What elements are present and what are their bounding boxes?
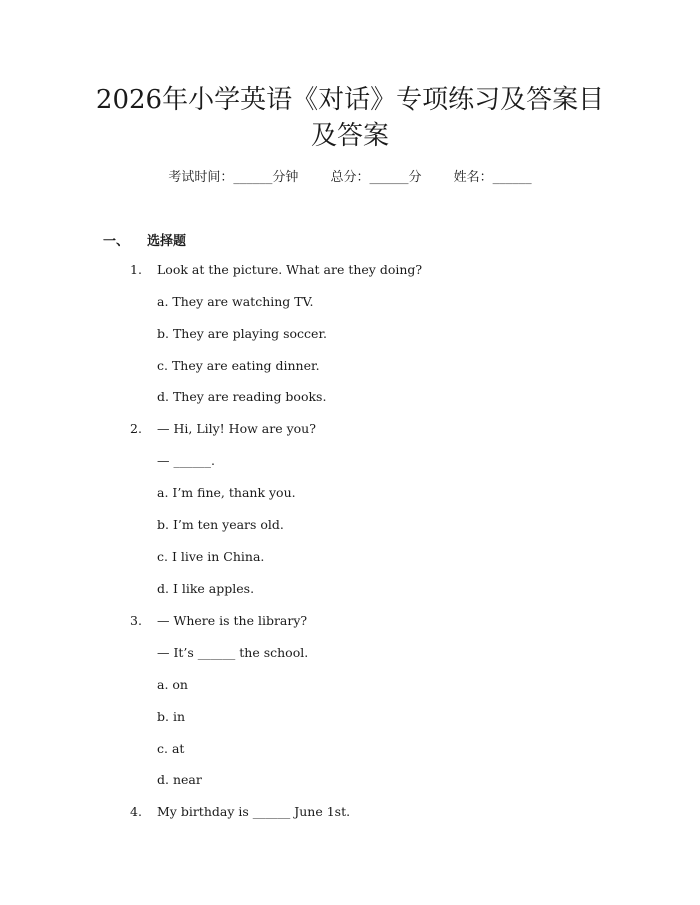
answer-option: b. I’m ten years old. <box>157 517 284 532</box>
answer-option: d. near <box>157 772 202 787</box>
student-name-label: 姓名：______ <box>453 170 532 185</box>
section-title: 选择题 <box>147 234 187 249</box>
question-number: 4. <box>130 804 142 819</box>
answer-option: c. I live in China. <box>157 549 265 564</box>
answer-option: c. They are eating dinner. <box>157 358 320 373</box>
answer-option: d. I like apples. <box>157 581 255 596</box>
question-number: 3. <box>130 613 142 628</box>
section-heading <box>103 230 186 249</box>
question-number: 2. <box>130 421 142 436</box>
answer-option: b. They are playing soccer. <box>157 326 328 341</box>
answer-option: b. in <box>157 709 185 724</box>
question-text: My birthday is ______ June 1st. <box>157 804 351 819</box>
answer-option: c. at <box>157 741 185 756</box>
total-score-label: 总分：______分 <box>330 170 422 185</box>
answer-option: a. on <box>157 677 188 692</box>
section-number: 一、 <box>103 234 130 249</box>
answer-option: d. They are reading books. <box>157 389 327 404</box>
question-text: — It’s ______ the school. <box>157 645 309 660</box>
exam-time-label: 考试时间：______分钟 <box>168 170 299 185</box>
page-title: 2026年小学英语《对话》专项练习及答案目及答案 <box>95 85 605 151</box>
question-text: — Where is the library? <box>157 613 308 628</box>
question-text: — ______. <box>157 453 215 468</box>
question-number: 1. <box>130 262 142 277</box>
answer-option: a. They are watching TV. <box>157 294 314 309</box>
exam-info <box>0 168 700 188</box>
question-text: Look at the picture. What are they doing? <box>157 262 423 277</box>
answer-option: a. I’m fine, thank you. <box>157 485 296 500</box>
question-text: — Hi, Lily! How are you? <box>157 421 316 436</box>
